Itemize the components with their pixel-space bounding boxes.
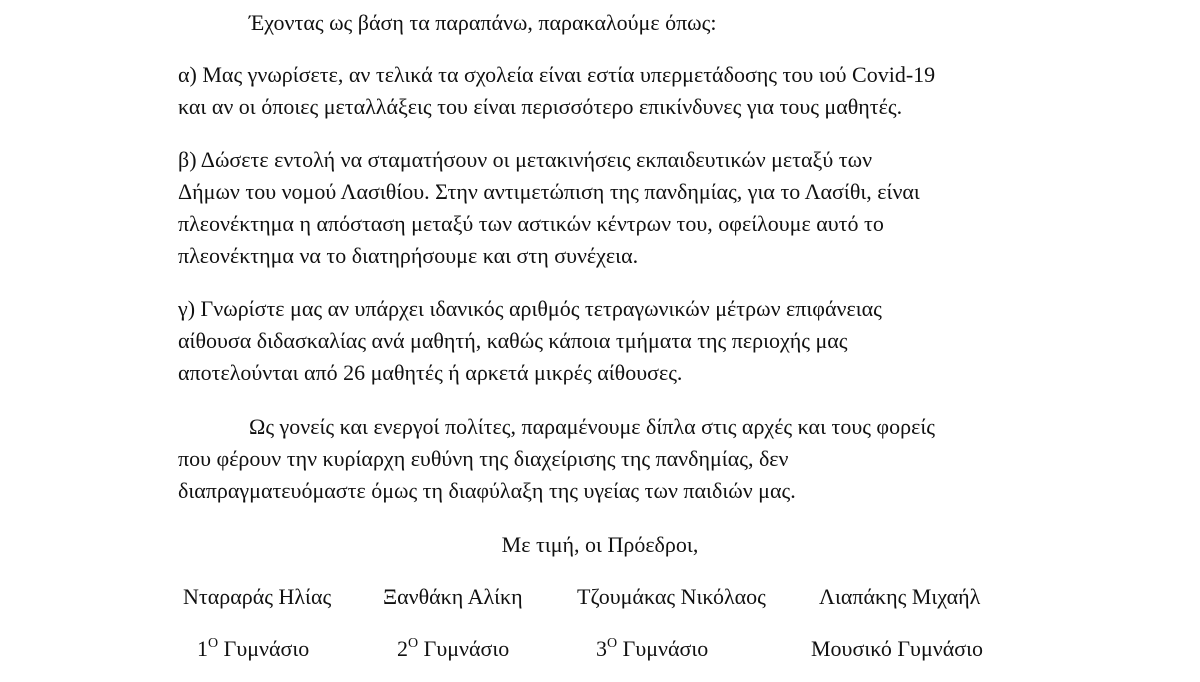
item-c-line-1: γ) Γνωρίστε μας αν υπάρχει ιδανικός αριθμός τετραγωνικών μέτρων επιφάνειας <box>178 296 882 321</box>
signatory-name-3: Τζουμάκας Νικόλαος <box>577 584 766 609</box>
item-a-line-2: και αν οι όποιες μεταλλάξεις του είναι περισσότερο επικίνδυνες για τους μαθητές. <box>178 94 903 119</box>
item-c-line-2: αίθουσα διδασκαλίας ανά μαθητή, καθώς κάποια τμήματα της περιοχής μας <box>178 328 848 353</box>
school-number: 3 <box>596 636 607 661</box>
school-number: 1 <box>197 636 208 661</box>
closing-line-3: διαπραγματευόμαστε όμως τη διαφύλαξη της υγείας των παιδιών μας. <box>178 478 796 503</box>
item-c-line-3: αποτελούνται από 26 μαθητές ή αρκετά μικρές αίθουσες. <box>178 360 683 385</box>
signatory-school-3 <box>596 634 708 664</box>
school-ordinal: Ο <box>408 636 419 651</box>
school-number: 2 <box>397 636 408 661</box>
school-label: Γυμνάσιο <box>617 636 709 661</box>
closing-line-1: Ως γονείς και ενεργοί πολίτες, παραμένουμε δίπλα στις αρχές και τους φορείς <box>249 414 935 439</box>
school-ordinal: Ο <box>208 636 219 651</box>
closing-line-2: που φέρουν την κυρίαρχη ευθύνη της διαχείρισης της πανδημίας, δεν <box>178 446 789 471</box>
signatory-name-4: Λιαπάκης Μιχαήλ <box>819 584 981 609</box>
school-label: Μουσικό Γυμνάσιο <box>811 636 983 661</box>
item-b-line-2: Δήμων του νομού Λασιθίου. Στην αντιμετώπιση της πανδημίας, για το Λασίθι, είναι <box>178 179 920 204</box>
item-b-line-4: πλεονέκτημα να το διατηρήσουμε και στη συνέχεια. <box>178 243 639 268</box>
signoff: Με τιμή, οι Πρόεδροι, <box>501 532 699 557</box>
signatory-school-4 <box>811 634 983 664</box>
item-a-line-1: α) Μας γνωρίσετε, αν τελικά τα σχολεία είναι εστία υπερμετάδοσης του ιού Covid-19 <box>178 62 936 87</box>
signatory-name-1: Νταραράς Ηλίας <box>183 584 332 609</box>
intro-paragraph: Έχοντας ως βάση τα παραπάνω, παρακαλούμε όπως: <box>249 10 717 35</box>
signatory-school-2 <box>397 634 509 664</box>
item-b-line-3: πλεονέκτημα η απόσταση μεταξύ των αστικών κέντρων του, οφείλουμε αυτό το <box>178 211 884 236</box>
school-ordinal: Ο <box>607 636 618 651</box>
school-label: Γυμνάσιο <box>218 636 310 661</box>
signatory-name-2: Ξανθάκη Αλίκη <box>383 584 523 609</box>
signatory-school-1 <box>197 634 309 664</box>
school-label: Γυμνάσιο <box>418 636 510 661</box>
item-b-line-1: β) Δώσετε εντολή να σταματήσουν οι μετακινήσεις εκπαιδευτικών μεταξύ των <box>178 147 873 172</box>
